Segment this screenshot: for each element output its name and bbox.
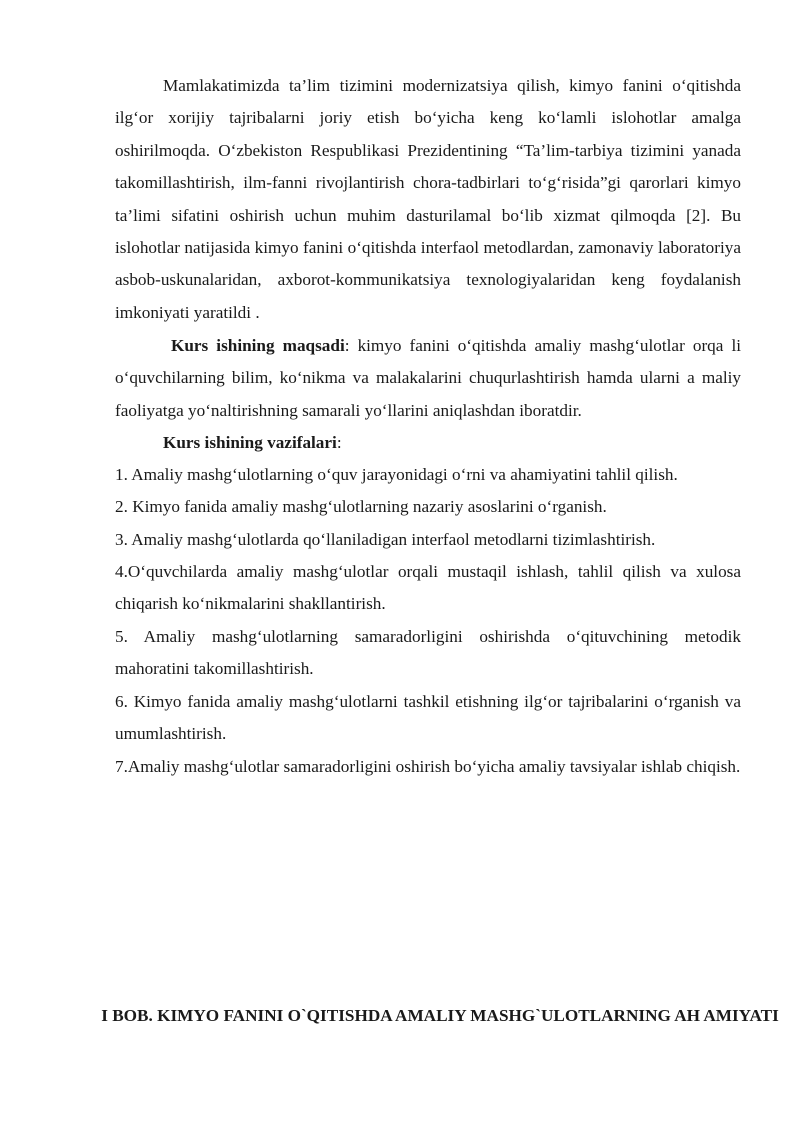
task-item: 6. Kimyo fanida amaliy mashg‘ulotlarni tashkil etishning ilg‘or tajribalarini o‘rganish va umumlashtirish.: [115, 692, 741, 744]
task-item: 5. Amaliy mashg‘ulotlarning samaradorligini oshirishda o‘qituvchining metodik mahoratini takomillashtirish.: [115, 627, 741, 679]
task-item: 3. Amaliy mashg‘ulotlarda qo‘llaniladigan interfaol metodlarni tizimlashtirish.: [115, 530, 656, 549]
goal-paragraph: [115, 330, 741, 427]
tasks-heading: [115, 427, 741, 459]
task-item: 2. Kimyo fanida amaliy mashg‘ulotlarning nazariy asoslarini o‘rganish.: [115, 497, 607, 516]
chapter-heading: I BOB. KIMYO FANINI O`QITISHDA AMALIY MASHG`ULOTLARNING AH AMIYATI: [101, 1006, 779, 1025]
tasks-colon: :: [336, 433, 342, 452]
goal-label: Kurs ishining maqsadi: [171, 336, 345, 355]
tasks-label: Kurs ishining vazifalari: [163, 433, 337, 452]
goal-text: : kimyo fanini o‘qitishda amaliy mashg‘ulotlar orqa li o‘quvchilarning bilim, ko‘nikma va malakalarini chuqurlashtirish hamda ularni a maliy faoliyatga yo‘naltirishning samarali yo‘llarini aniqlashdan iboratdir.: [115, 336, 741, 420]
task-item: 1. Amaliy mashg‘ulotlarning o‘quv jarayonidagi o‘rni va ahamiyatini tahlil qilish.: [115, 465, 678, 484]
task-item: 4.O‘quvchilarda amaliy mashg‘ulotlar orqali mustaqil ishlash, tahlil qilish va xulosa chiqarish ko‘nikmalarini shakllantirish.: [115, 562, 741, 614]
task-item: 7.Amaliy mashg‘ulotlar samaradorligini oshirish bo‘yicha amaliy tavsiyalar ishlab chiqish.: [115, 757, 741, 776]
intro-paragraph: Mamlakatimizda ta’lim tizimini modernizatsiya qilish, kimyo fanini o‘qitishda ilg‘or xorijiy tajribalarni joriy etish bo‘yicha keng ko‘lamli islohotlar amalga oshirilmoqda. O‘zbekiston Respublikasi Prezidentining “Ta’lim-tarbiya tizimini yanada takomillashtirish, ilm-fanni rivojlantirish chora-tadbirlari to‘g‘risida”gi qarorlari kimyo ta’limi sifatini oshirish uchun muhim dasturilamal bo‘lib xizmat qilmoqda [2]. Bu islohotlar natijasida kimyo fanini o‘qitishda interfaol metodlardan, zamonaviy laboratoriya asbob-uskunalaridan, axborot-kommunikatsiya texnologiyalaridan keng foydalanish imkoniyati yaratildi .: [115, 76, 741, 322]
